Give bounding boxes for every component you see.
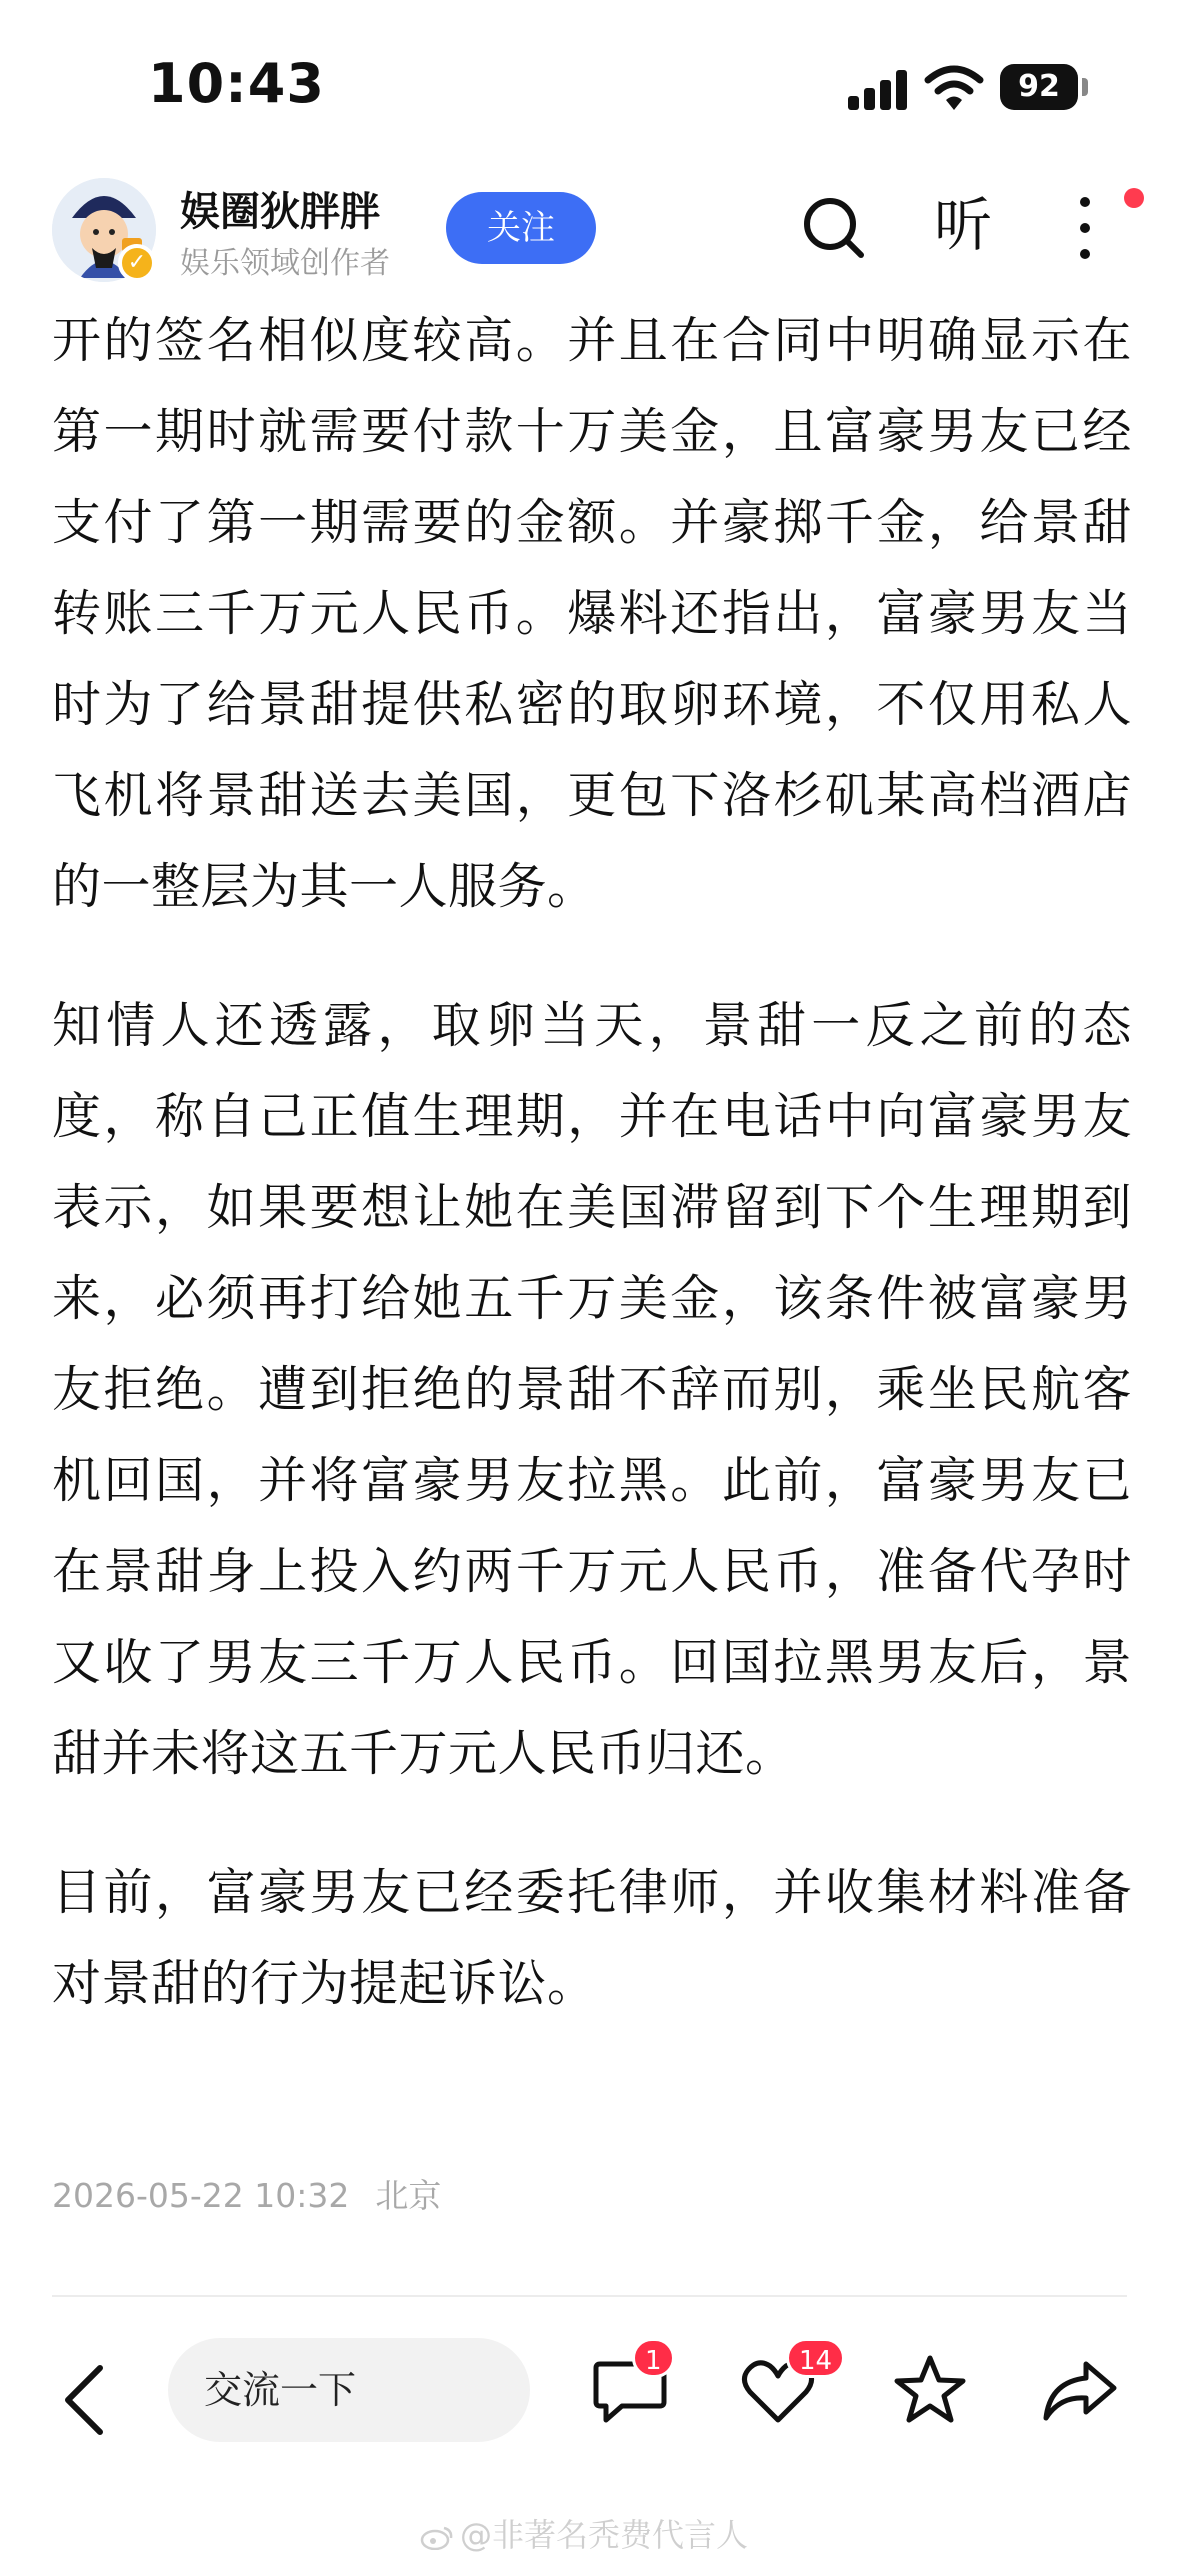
divider bbox=[52, 2295, 1127, 2297]
verified-badge-icon: ✓ bbox=[118, 244, 156, 282]
status-time: 10:43 bbox=[148, 52, 325, 115]
battery-tip bbox=[1082, 78, 1088, 96]
author-name[interactable]: 娱圈狄胖胖 bbox=[180, 189, 380, 235]
more-options-icon[interactable] bbox=[1070, 194, 1100, 262]
comment-input[interactable] bbox=[168, 2338, 530, 2442]
article-header bbox=[0, 170, 1179, 290]
status-bar bbox=[0, 0, 1179, 170]
cellular-signal-icon bbox=[848, 70, 910, 110]
back-arrow-icon[interactable] bbox=[60, 2362, 106, 2438]
listen-button[interactable]: 听 bbox=[934, 191, 993, 259]
wifi-icon bbox=[924, 64, 984, 112]
publish-location: 北京 bbox=[375, 2176, 442, 2215]
notification-dot bbox=[1124, 188, 1144, 208]
article-paragraph: 目前，富豪男友已经委托律师，并收集材料准备对景甜的行为提起诉讼。 bbox=[52, 1864, 1132, 2012]
like-count-badge: 14 bbox=[786, 2338, 845, 2378]
share-arrow-icon[interactable] bbox=[1040, 2350, 1120, 2430]
article-body bbox=[52, 295, 1132, 2077]
search-icon[interactable] bbox=[800, 194, 866, 260]
battery-icon bbox=[1000, 64, 1078, 110]
watermark-text: @非著名秃费代言人 bbox=[460, 2516, 749, 2554]
bottom-action-bar bbox=[0, 2300, 1179, 2500]
battery-level: 92 bbox=[1018, 69, 1060, 104]
follow-button[interactable]: 关注 bbox=[446, 192, 596, 264]
favorite-star-icon[interactable] bbox=[890, 2350, 970, 2430]
watermark bbox=[420, 2510, 748, 2556]
comment-count-badge: 1 bbox=[632, 2338, 675, 2378]
article-meta bbox=[52, 2170, 441, 2217]
article-paragraph: 知情人还透露，取卵当天，景甜一反之前的态度，称自己正值生理期，并在电话中向富豪男友表示，如果要想让她在美国滞留到下个生理期到来，必须再打给她五千万美金，该条件被富豪男友拒绝。遭到拒绝的景甜不辞而别，乘坐民航客机回国，并将富豪男友拉黑。此前，富豪男友已在景甜身上投入约两千万元人民币，准备代孕时又收了男友三千万人民币。回国拉黑男友后，景甜并未将这五千万元人民币归还。 bbox=[52, 997, 1132, 1782]
author-subtitle: 娱乐领域创作者 bbox=[180, 246, 390, 281]
article-paragraph: 开的签名相似度较高。并且在合同中明确显示在第一期时就需要付款十万美金，且富豪男友已经支付了第一期需要的金额。并豪掷千金，给景甜转账三千万元人民币。爆料还指出，富豪男友当时为了给景甜提供私密的取卵环境，不仅用私人飞机将景甜送去美国，更包下洛杉矶某高档酒店的一整层为其一人服务。 bbox=[52, 312, 1132, 915]
weibo-logo-icon bbox=[420, 2524, 454, 2550]
publish-datetime: 2026-05-22 10:32 bbox=[52, 2176, 350, 2215]
